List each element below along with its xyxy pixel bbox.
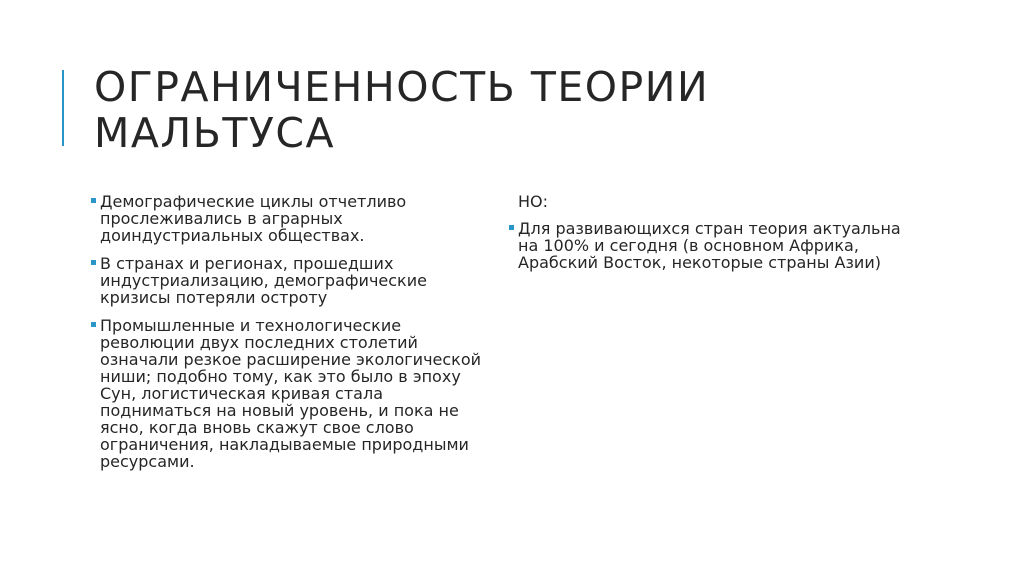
bullet-text: Промышленные и технологические революции двух последних столетий означали резкое расширение экологической ниши; подобно тому, как это было в эпоху Сун, логистическая кривая стала подниматься на новый уровень, и пока не ясно, когда вновь скажут свое слово ограничения, накладываемые природными ресурсами.: [100, 316, 482, 471]
bullet-item: [88, 317, 488, 470]
bullet-item: [88, 255, 488, 306]
bullet-item: [506, 220, 906, 271]
right-column: [506, 193, 906, 282]
slide-title: ОГРАНИЧЕННОСТЬ ТЕОРИИ МАЛЬТУСА: [94, 63, 710, 157]
title-accent-bar: [62, 70, 64, 146]
bullet-text: Для развивающихся стран теория актуальна на 100% и сегодня (в основном Африка, Арабский Восток, некоторые страны Азии): [518, 219, 901, 272]
right-column-heading: НО:: [518, 192, 549, 211]
square-bullet-icon: [91, 198, 96, 203]
bullet-item: [88, 193, 488, 244]
left-column: [88, 193, 488, 481]
bullet-text: Демографические циклы отчетливо прослеживались в аграрных доиндустриальных обществах.: [100, 192, 407, 245]
square-bullet-icon: [509, 225, 514, 230]
square-bullet-icon: [91, 260, 96, 265]
bullet-text: В странах и регионах, прошедших индустриализацию, демографические кризисы потеряли остроту: [100, 254, 427, 307]
square-bullet-icon: [91, 322, 96, 327]
